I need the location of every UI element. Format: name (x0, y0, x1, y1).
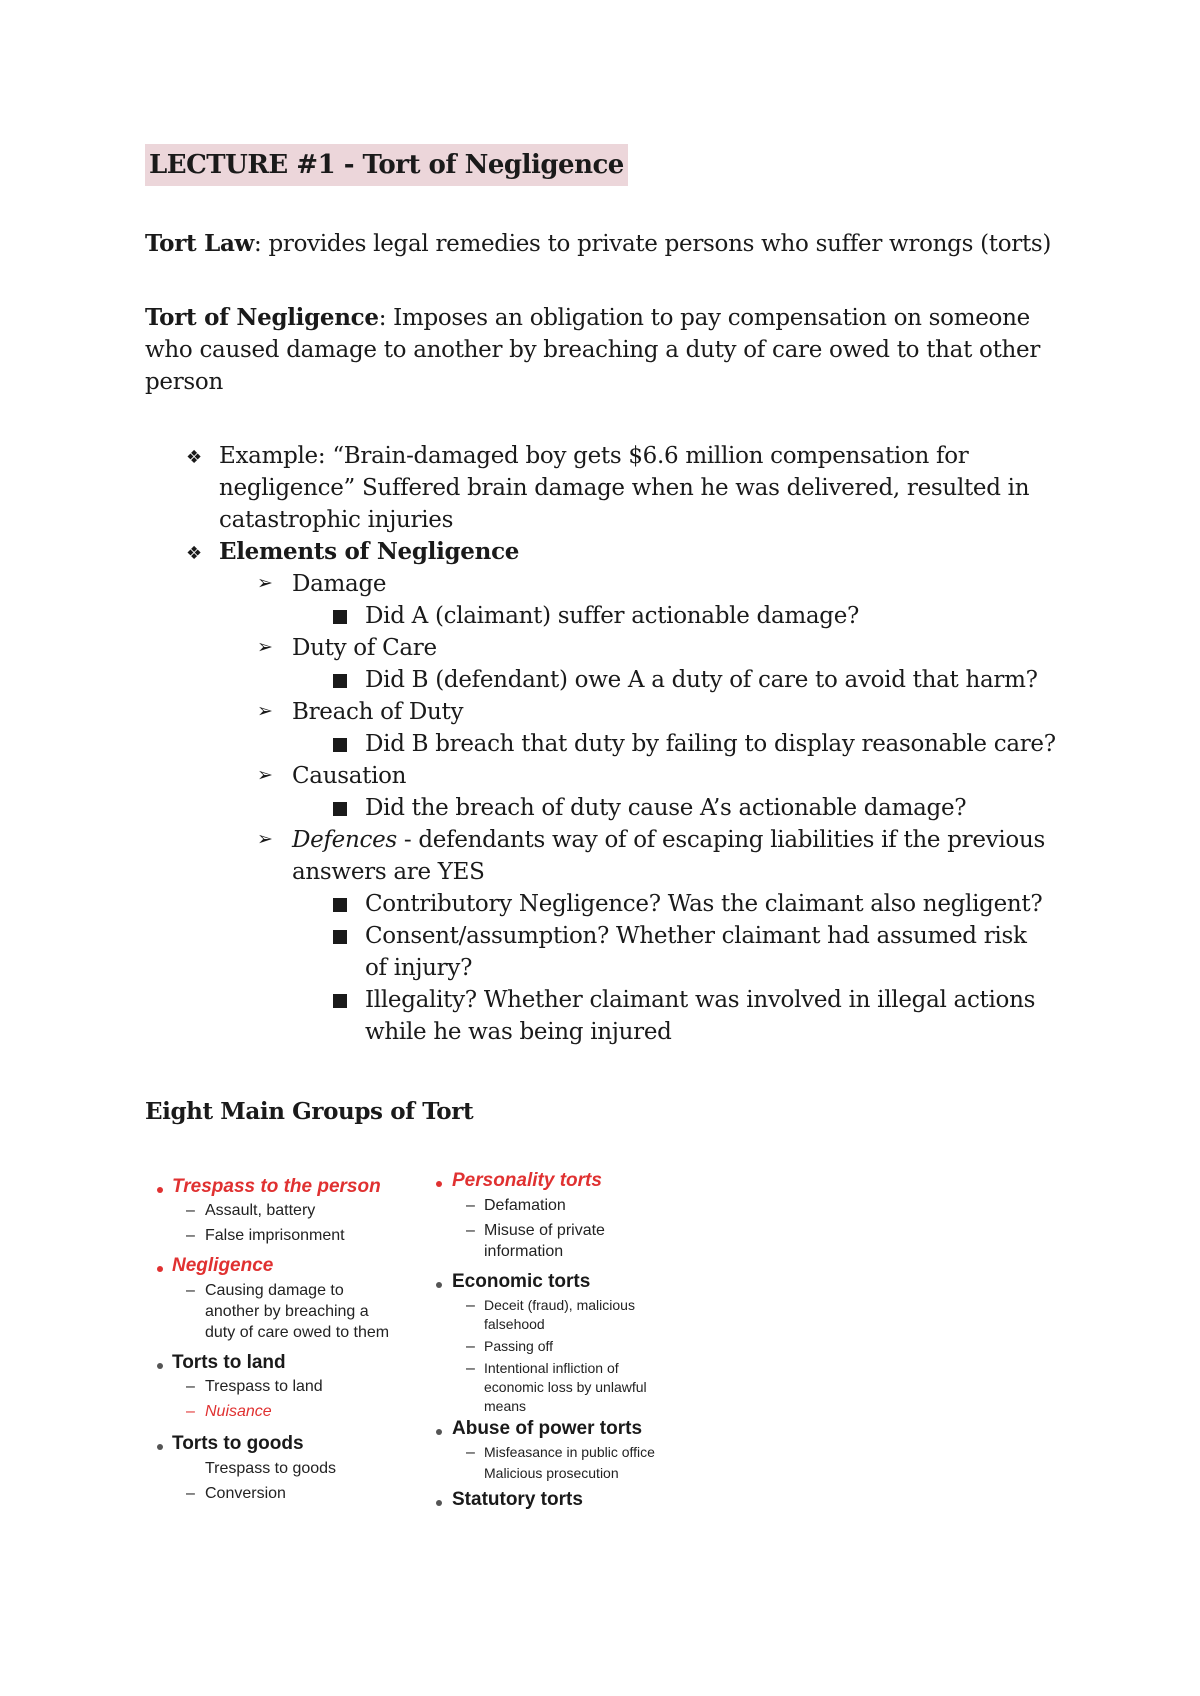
diamond-bullet-icon: ❖ (186, 447, 203, 468)
bullet-dot-icon (157, 1187, 163, 1193)
trespass-item: Assault, battery (205, 1202, 316, 1219)
negligence-term: Tort of Negligence (145, 304, 379, 331)
arrow-bullet-icon: ➢ (257, 572, 273, 594)
negligence-item-line-1: Causing damage to (205, 1282, 344, 1299)
negligence-item-line-3: duty of care owed to them (205, 1324, 390, 1341)
bullet-dot-icon (157, 1444, 163, 1450)
dash-icon: – (466, 1197, 475, 1214)
negligence-item-line-2: another by breaching a (205, 1303, 369, 1320)
dash-icon: – (186, 1485, 195, 1502)
square-bullet-icon (333, 674, 347, 688)
tort-law-term: Tort Law (145, 230, 255, 257)
group-torts-goods: Torts to goods (172, 1433, 304, 1454)
dash-icon: – (186, 1282, 195, 1299)
arrow-bullet-icon: ➢ (257, 828, 273, 850)
damage-question: Did A (claimant) suffer actionable damage? (365, 603, 860, 629)
example-line-1: Example: “Brain-damaged boy gets $6.6 million compensation for (219, 443, 969, 469)
tort-law-definition (145, 228, 1051, 260)
dash-icon: – (466, 1297, 475, 1314)
dash-icon: – (186, 1403, 195, 1420)
goods-item: Conversion (205, 1485, 286, 1502)
dash-icon: – (466, 1444, 475, 1461)
square-bullet-icon (333, 610, 347, 624)
groups-heading: Eight Main Groups of Tort (145, 1098, 474, 1125)
causation-question: Did the breach of duty cause A’s actionable damage? (365, 795, 967, 821)
arrow-bullet-icon: ➢ (257, 636, 273, 658)
square-bullet-icon (333, 994, 347, 1008)
group-trespass-person: Trespass to the person (172, 1176, 381, 1197)
trespass-item: False imprisonment (205, 1227, 345, 1244)
square-bullet-icon (333, 898, 347, 912)
personality-item-line-1: Misuse of private (484, 1222, 605, 1239)
example-line-3: catastrophic injuries (219, 507, 454, 533)
square-bullet-icon (333, 930, 347, 944)
group-torts-land: Torts to land (172, 1352, 286, 1373)
group-statutory: Statutory torts (452, 1489, 583, 1510)
bullet-dot-icon (436, 1181, 442, 1187)
elements-heading: Elements of Negligence (219, 538, 520, 565)
square-bullet-icon (333, 802, 347, 816)
defence-contributory: Contributory Negligence? Was the claimant also negligent? (365, 891, 1043, 917)
abuse-item: Misfeasance in public office (484, 1444, 655, 1460)
abuse-item: Malicious prosecution (484, 1465, 619, 1481)
square-bullet-icon (333, 738, 347, 752)
goods-item: Trespass to goods (205, 1460, 337, 1477)
bullet-dot-icon (436, 1429, 442, 1435)
economic-item-line-1: Intentional infliction of (484, 1360, 619, 1376)
group-negligence: Negligence (172, 1255, 274, 1276)
bullet-dot-icon (157, 1363, 163, 1369)
defence-illegality-line-2: while he was being injured (365, 1019, 672, 1045)
dash-icon: – (466, 1338, 475, 1355)
element-causation: Causation (292, 763, 407, 789)
bullet-dot-icon (436, 1282, 442, 1288)
defence-illegality-line-1: Illegality? Whether claimant was involved in illegal actions (365, 987, 1036, 1013)
dash-icon: – (466, 1360, 475, 1377)
defences-label: Defences (292, 827, 397, 853)
land-item-nuisance: Nuisance (205, 1403, 272, 1420)
example-line-2: negligence” Suffered brain damage when he was delivered, resulted in (219, 475, 1030, 501)
defence-consent-line-1: Consent/assumption? Whether claimant had assumed risk (365, 923, 1027, 949)
dash-icon: – (186, 1227, 195, 1244)
dash-icon: – (186, 1202, 195, 1219)
element-breach: Breach of Duty (292, 699, 464, 725)
land-item: Trespass to land (205, 1378, 323, 1395)
group-abuse-power: Abuse of power torts (452, 1418, 643, 1439)
bullet-dot-icon (436, 1500, 442, 1506)
tort-law-text: : provides legal remedies to private persons who suffer wrongs (torts) (254, 231, 1052, 257)
economic-item-line-3: means (484, 1398, 527, 1414)
element-damage: Damage (292, 571, 387, 597)
page-title: LECTURE #1 - Tort of Negligence (145, 144, 628, 186)
personality-item-line-2: information (484, 1243, 564, 1260)
bullet-dot-icon (157, 1266, 163, 1272)
economic-item-line-2: economic loss by unlawful (484, 1379, 647, 1395)
group-personality: Personality torts (452, 1170, 602, 1191)
diamond-bullet-icon: ❖ (186, 543, 203, 564)
economic-item: Passing off (484, 1338, 554, 1354)
negligence-definition-line-2: who caused damage to another by breaching a duty of care owed to that other (145, 337, 1041, 363)
arrow-bullet-icon: ➢ (257, 700, 273, 722)
defences-line-2: answers are YES (292, 859, 485, 885)
arrow-bullet-icon: ➢ (257, 764, 273, 786)
duty-question: Did B (defendant) owe A a duty of care to avoid that harm? (365, 667, 1038, 693)
economic-item-line-1: Deceit (fraud), malicious (484, 1297, 635, 1313)
defence-consent-line-2: of injury? (365, 955, 473, 981)
dash-icon: – (186, 1378, 195, 1395)
dash-icon: – (466, 1222, 475, 1239)
group-economic: Economic torts (452, 1271, 591, 1292)
negligence-definition-line-1: Tort of Negligence: Imposes an obligation to pay compensation on someone (145, 304, 1030, 331)
element-duty: Duty of Care (292, 635, 437, 661)
breach-question: Did B breach that duty by failing to display reasonable care? (365, 731, 1056, 757)
negligence-definition-line-3: person (145, 369, 223, 395)
personality-item: Defamation (484, 1197, 566, 1214)
element-defences: Defences - defendants way of of escaping liabilities if the previous (292, 827, 1045, 853)
economic-item-line-2: falsehood (484, 1316, 545, 1332)
